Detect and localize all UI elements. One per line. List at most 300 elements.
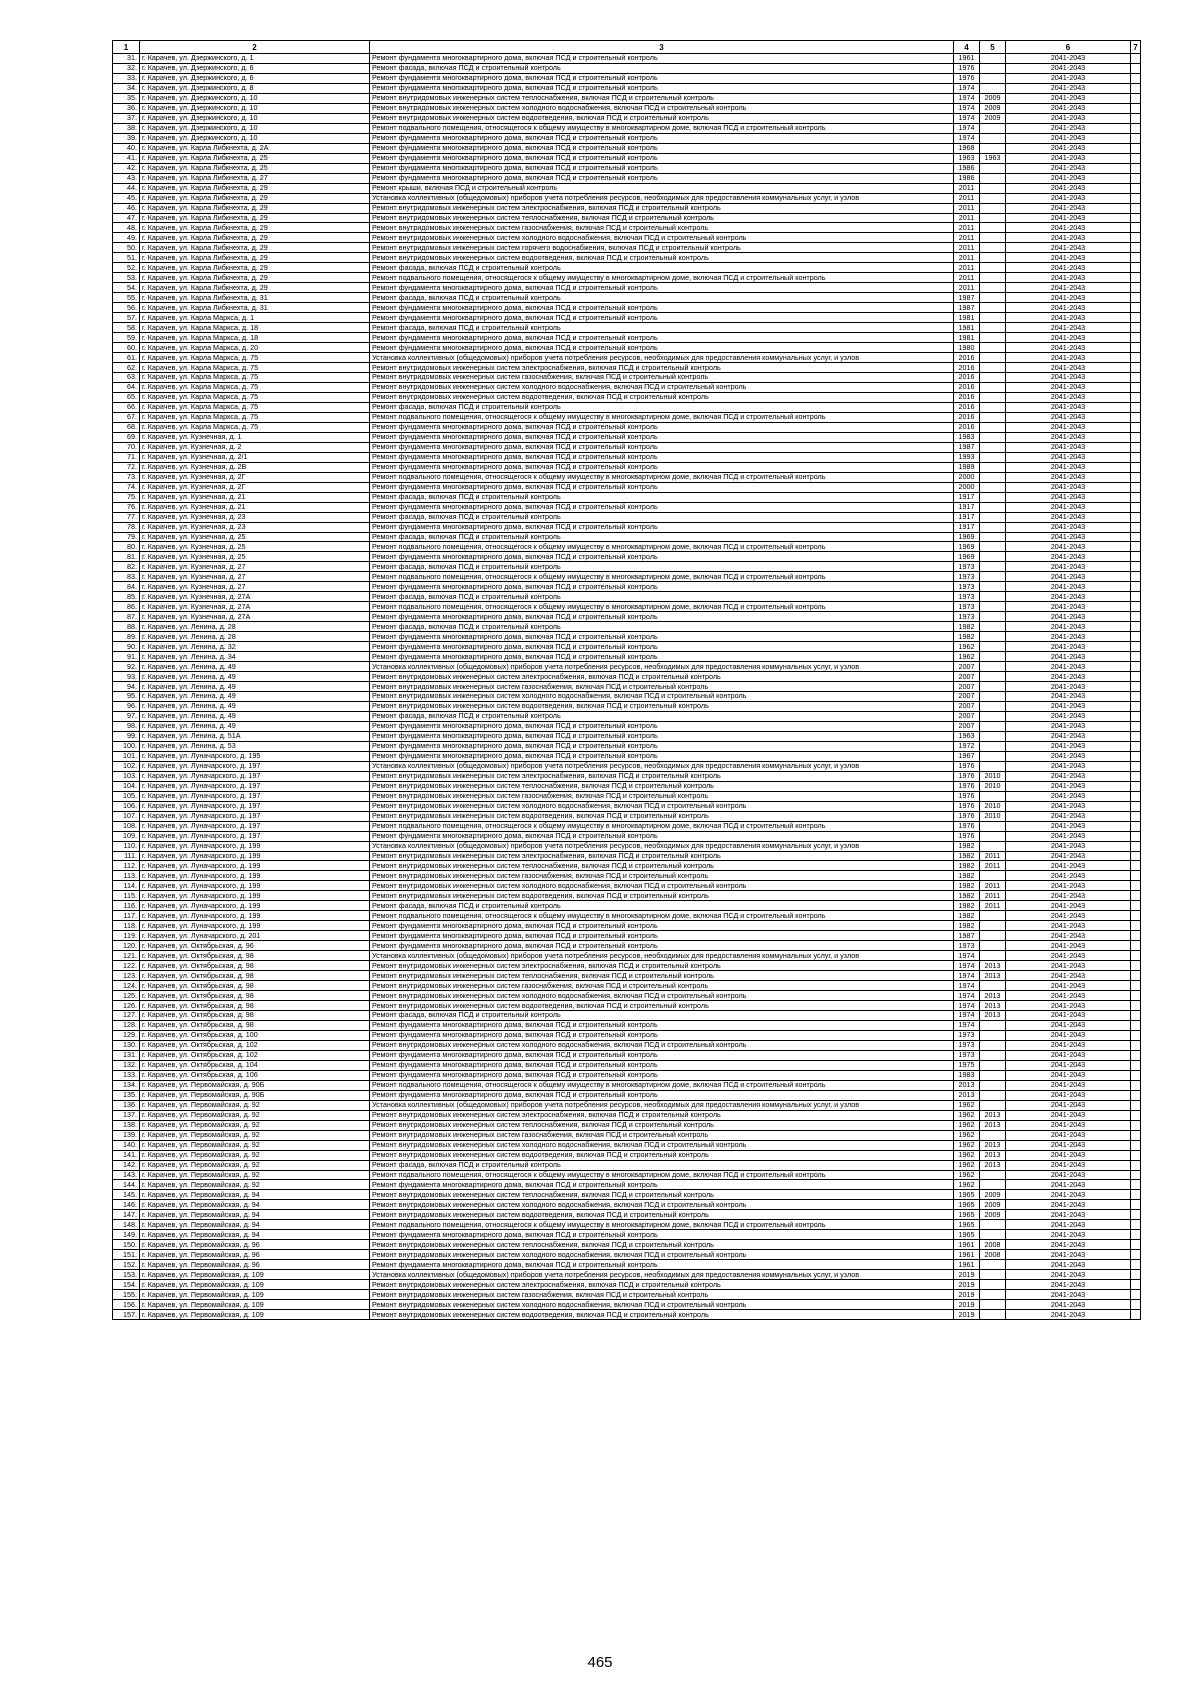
note-cell: [1131, 452, 1141, 462]
planned-period-cell: 2041-2043: [1006, 861, 1131, 871]
address-cell: г. Карачев, ул. Кузнечная, д. 2: [140, 442, 370, 452]
table-row: [113, 981, 1141, 991]
note-cell: [1131, 1290, 1141, 1300]
work-type-cell: Ремонт внутридомовых инженерных систем водоотведения, включая ПСД и строительный контроль: [370, 1310, 954, 1320]
row-number-cell: 156.: [113, 1300, 140, 1310]
row-number-cell: 101.: [113, 751, 140, 761]
table-row: [113, 213, 1141, 223]
table-row: [113, 223, 1141, 233]
row-number-cell: 157.: [113, 1310, 140, 1320]
planned-period-cell: 2041-2043: [1006, 682, 1131, 692]
build-year-cell: 1986: [954, 163, 980, 173]
table-row: [113, 432, 1141, 442]
row-number-cell: 97.: [113, 711, 140, 721]
note-cell: [1131, 662, 1141, 672]
work-type-cell: Ремонт внутридомовых инженерных систем холодного водоснабжения, включая ПСД и строительный контроль: [370, 1250, 954, 1260]
row-number-cell: 70.: [113, 442, 140, 452]
note-cell: [1131, 1030, 1141, 1040]
last-repair-year-cell: [980, 871, 1006, 881]
table-row: [113, 791, 1141, 801]
build-year-cell: 1967: [954, 751, 980, 761]
note-cell: [1131, 1140, 1141, 1150]
build-year-cell: 1976: [954, 801, 980, 811]
planned-period-cell: 2041-2043: [1006, 283, 1131, 293]
address-cell: г. Карачев, ул. Дзержинского, д. 10: [140, 103, 370, 113]
work-type-cell: Ремонт внутридомовых инженерных систем горячего водоснабжения, включая ПСД и строительный контроль: [370, 243, 954, 253]
build-year-cell: 1961: [954, 54, 980, 64]
address-cell: г. Карачев, ул. Дзержинского, д. 10: [140, 113, 370, 123]
work-type-cell: Ремонт фасада, включая ПСД и строительный контроль: [370, 711, 954, 721]
row-number-cell: 45.: [113, 193, 140, 203]
row-number-cell: 73.: [113, 472, 140, 482]
note-cell: [1131, 891, 1141, 901]
build-year-cell: 2016: [954, 363, 980, 373]
note-cell: [1131, 313, 1141, 323]
table-row: [113, 1180, 1141, 1190]
note-cell: [1131, 123, 1141, 133]
work-type-cell: Ремонт фундамента многоквартирного дома, включая ПСД и строительный контроль: [370, 133, 954, 143]
work-type-cell: Ремонт фундамента многоквартирного дома, включая ПСД и строительный контроль: [370, 582, 954, 592]
work-type-cell: Ремонт фундамента многоквартирного дома, включая ПСД и строительный контроль: [370, 741, 954, 751]
row-number-cell: 75.: [113, 492, 140, 502]
planned-period-cell: 2041-2043: [1006, 163, 1131, 173]
planned-period-cell: 2041-2043: [1006, 442, 1131, 452]
table-row: [113, 93, 1141, 103]
row-number-cell: 120.: [113, 941, 140, 951]
row-number-cell: 71.: [113, 452, 140, 462]
address-cell: г. Карачев, ул. Карла Либкнехта, д. 29: [140, 223, 370, 233]
work-type-cell: Ремонт внутридомовых инженерных систем газоснабжения, включая ПСД и строительный контроль: [370, 373, 954, 383]
table-row: [113, 921, 1141, 931]
address-cell: г. Карачев, ул. Луначарского, д. 199: [140, 881, 370, 891]
planned-period-cell: 2041-2043: [1006, 841, 1131, 851]
address-cell: г. Карачев, ул. Карла Либкнехта, д. 31: [140, 303, 370, 313]
last-repair-year-cell: [980, 1090, 1006, 1100]
table-row: [113, 522, 1141, 532]
build-year-cell: 1969: [954, 552, 980, 562]
table-row: [113, 193, 1141, 203]
row-number-cell: 55.: [113, 293, 140, 303]
table-row: [113, 163, 1141, 173]
work-type-cell: Ремонт внутридомовых инженерных систем холодного водоснабжения, включая ПСД и строительный контроль: [370, 1140, 954, 1150]
table-row: [113, 273, 1141, 283]
address-cell: г. Карачев, ул. Октябрьская, д. 98: [140, 991, 370, 1001]
work-type-cell: Ремонт фундамента многоквартирного дома, включая ПСД и строительный контроль: [370, 1030, 954, 1040]
address-cell: г. Карачев, ул. Первомайская, д. 109: [140, 1300, 370, 1310]
address-cell: г. Карачев, ул. Кузнечная, д. 2/1: [140, 452, 370, 462]
address-cell: г. Карачев, ул. Ленина, д. 49: [140, 711, 370, 721]
last-repair-year-cell: [980, 682, 1006, 692]
build-year-cell: 1973: [954, 941, 980, 951]
build-year-cell: 1962: [954, 1120, 980, 1130]
build-year-cell: 1982: [954, 841, 980, 851]
row-number-cell: 62.: [113, 363, 140, 373]
build-year-cell: 1974: [954, 951, 980, 961]
last-repair-year-cell: [980, 353, 1006, 363]
note-cell: [1131, 353, 1141, 363]
table-row: [113, 1270, 1141, 1280]
last-repair-year-cell: [980, 622, 1006, 632]
planned-period-cell: 2041-2043: [1006, 622, 1131, 632]
note-cell: [1131, 562, 1141, 572]
address-cell: г. Карачев, ул. Дзержинского, д. 1: [140, 54, 370, 64]
planned-period-cell: 2041-2043: [1006, 63, 1131, 73]
table-row: [113, 781, 1141, 791]
last-repair-year-cell: [980, 452, 1006, 462]
work-type-cell: Ремонт внутридомовых инженерных систем холодного водоснабжения, включая ПСД и строительный контроль: [370, 382, 954, 392]
work-type-cell: Ремонт внутридомовых инженерных систем водоотведения, включая ПСД и строительный контроль: [370, 811, 954, 821]
address-cell: г. Карачев, ул. Карла Маркса, д. 18: [140, 323, 370, 333]
last-repair-year-cell: 1963: [980, 153, 1006, 163]
build-year-cell: 1962: [954, 1170, 980, 1180]
build-year-cell: 2011: [954, 283, 980, 293]
planned-period-cell: 2041-2043: [1006, 153, 1131, 163]
row-number-cell: 68.: [113, 422, 140, 432]
work-type-cell: Ремонт фасада, включая ПСД и строительный контроль: [370, 532, 954, 542]
planned-period-cell: 2041-2043: [1006, 1001, 1131, 1011]
planned-period-cell: 2041-2043: [1006, 123, 1131, 133]
last-repair-year-cell: [980, 203, 1006, 213]
last-repair-year-cell: 2013: [980, 961, 1006, 971]
table-row: [113, 801, 1141, 811]
work-type-cell: Ремонт фундамента многоквартирного дома, включая ПСД и строительный контроль: [370, 442, 954, 452]
work-type-cell: Ремонт фасада, включая ПСД и строительный контроль: [370, 63, 954, 73]
build-year-cell: 1968: [954, 143, 980, 153]
planned-period-cell: 2041-2043: [1006, 333, 1131, 343]
row-number-cell: 87.: [113, 612, 140, 622]
note-cell: [1131, 911, 1141, 921]
table-row: [113, 951, 1141, 961]
work-type-cell: Ремонт фундамента многоквартирного дома, включая ПСД и строительный контроль: [370, 1050, 954, 1060]
address-cell: г. Карачев, ул. Кузнечная, д. 27А: [140, 612, 370, 622]
note-cell: [1131, 1230, 1141, 1240]
last-repair-year-cell: [980, 1100, 1006, 1110]
build-year-cell: 2011: [954, 213, 980, 223]
row-number-cell: 57.: [113, 313, 140, 323]
build-year-cell: 1982: [954, 871, 980, 881]
table-row: [113, 881, 1141, 891]
table-row: [113, 1060, 1141, 1070]
planned-period-cell: 2041-2043: [1006, 343, 1131, 353]
row-number-cell: 41.: [113, 153, 140, 163]
row-number-cell: 100.: [113, 741, 140, 751]
planned-period-cell: 2041-2043: [1006, 642, 1131, 652]
build-year-cell: 1976: [954, 821, 980, 831]
planned-period-cell: 2041-2043: [1006, 1200, 1131, 1210]
note-cell: [1131, 1210, 1141, 1220]
work-type-cell: Ремонт фундамента многоквартирного дома, включая ПСД и строительный контроль: [370, 642, 954, 652]
build-year-cell: 2011: [954, 203, 980, 213]
last-repair-year-cell: [980, 552, 1006, 562]
note-cell: [1131, 632, 1141, 642]
address-cell: г. Карачев, ул. Луначарского, д. 197: [140, 821, 370, 831]
last-repair-year-cell: [980, 672, 1006, 682]
last-repair-year-cell: [980, 1080, 1006, 1090]
build-year-cell: 1982: [954, 921, 980, 931]
work-type-cell: Ремонт фасада, включая ПСД и строительный контроль: [370, 1011, 954, 1021]
row-number-cell: 138.: [113, 1120, 140, 1130]
work-type-cell: Ремонт фундамента многоквартирного дома, включая ПСД и строительный контроль: [370, 73, 954, 83]
row-number-cell: 81.: [113, 552, 140, 562]
work-type-cell: Ремонт внутридомовых инженерных систем газоснабжения, включая ПСД и строительный контроль: [370, 1130, 954, 1140]
build-year-cell: 1974: [954, 113, 980, 123]
header-col-1: 1: [113, 41, 140, 54]
planned-period-cell: 2041-2043: [1006, 1040, 1131, 1050]
last-repair-year-cell: [980, 412, 1006, 422]
row-number-cell: 77.: [113, 512, 140, 522]
planned-period-cell: 2041-2043: [1006, 572, 1131, 582]
table-row: [113, 133, 1141, 143]
row-number-cell: 76.: [113, 502, 140, 512]
last-repair-year-cell: [980, 173, 1006, 183]
table-row: [113, 143, 1141, 153]
note-cell: [1131, 1020, 1141, 1030]
note-cell: [1131, 163, 1141, 173]
last-repair-year-cell: [980, 1070, 1006, 1080]
work-type-cell: Ремонт внутридомовых инженерных систем газоснабжения, включая ПСД и строительный контроль: [370, 1290, 954, 1300]
work-type-cell: Ремонт внутридомовых инженерных систем водоотведения, включая ПСД и строительный контроль: [370, 1210, 954, 1220]
build-year-cell: 1974: [954, 1020, 980, 1030]
last-repair-year-cell: [980, 602, 1006, 612]
work-type-cell: Установка коллективных (общедомовых) приборов учета потребления ресурсов, необходимых для предоставления коммунальных услуг, и узлов: [370, 353, 954, 363]
work-type-cell: Ремонт фасада, включая ПСД и строительный контроль: [370, 293, 954, 303]
row-number-cell: 36.: [113, 103, 140, 113]
row-number-cell: 85.: [113, 592, 140, 602]
work-type-cell: Ремонт внутридомовых инженерных систем теплоснабжения, включая ПСД и строительный контроль: [370, 1120, 954, 1130]
table-body: [113, 41, 1141, 1320]
row-number-cell: 123.: [113, 971, 140, 981]
last-repair-year-cell: [980, 1040, 1006, 1050]
row-number-cell: 104.: [113, 781, 140, 791]
address-cell: г. Карачев, ул. Карла Маркса, д. 18: [140, 333, 370, 343]
table-row: [113, 482, 1141, 492]
work-type-cell: Ремонт подвального помещения, относящегося к общему имуществу в многоквартирном доме, включая ПСД и строительный контроль: [370, 1170, 954, 1180]
build-year-cell: 1974: [954, 991, 980, 1001]
note-cell: [1131, 1120, 1141, 1130]
row-number-cell: 59.: [113, 333, 140, 343]
planned-period-cell: 2041-2043: [1006, 1250, 1131, 1260]
row-number-cell: 146.: [113, 1200, 140, 1210]
table-row: [113, 303, 1141, 313]
table-row: [113, 622, 1141, 632]
last-repair-year-cell: [980, 1050, 1006, 1060]
work-type-cell: Ремонт подвального помещения, относящегося к общему имуществу в многоквартирном доме, включая ПСД и строительный контроль: [370, 123, 954, 133]
build-year-cell: 1982: [954, 861, 980, 871]
build-year-cell: 1973: [954, 612, 980, 622]
address-cell: г. Карачев, ул. Октябрьская, д. 98: [140, 1011, 370, 1021]
row-number-cell: 115.: [113, 891, 140, 901]
last-repair-year-cell: 2010: [980, 781, 1006, 791]
build-year-cell: 1983: [954, 1070, 980, 1080]
note-cell: [1131, 731, 1141, 741]
address-cell: г. Карачев, ул. Первомайская, д. 92: [140, 1110, 370, 1120]
address-cell: г. Карачев, ул. Ленина, д. 53: [140, 741, 370, 751]
row-number-cell: 103.: [113, 771, 140, 781]
row-number-cell: 50.: [113, 243, 140, 253]
row-number-cell: 128.: [113, 1020, 140, 1030]
address-cell: г. Карачев, ул. Луначарского, д. 197: [140, 791, 370, 801]
address-cell: г. Карачев, ул. Луначарского, д. 199: [140, 901, 370, 911]
build-year-cell: 2000: [954, 482, 980, 492]
row-number-cell: 143.: [113, 1170, 140, 1180]
build-year-cell: 2019: [954, 1310, 980, 1320]
row-number-cell: 40.: [113, 143, 140, 153]
note-cell: [1131, 841, 1141, 851]
note-cell: [1131, 721, 1141, 731]
row-number-cell: 116.: [113, 901, 140, 911]
address-cell: г. Карачев, ул. Луначарского, д. 197: [140, 761, 370, 771]
note-cell: [1131, 1190, 1141, 1200]
work-type-cell: Ремонт внутридомовых инженерных систем водоотведения, включая ПСД и строительный контроль: [370, 392, 954, 402]
planned-period-cell: 2041-2043: [1006, 522, 1131, 532]
planned-period-cell: 2041-2043: [1006, 512, 1131, 522]
planned-period-cell: 2041-2043: [1006, 1220, 1131, 1230]
table-row: [113, 412, 1141, 422]
address-cell: г. Карачев, ул. Карла Маркса, д. 1: [140, 313, 370, 323]
last-repair-year-cell: 2009: [980, 113, 1006, 123]
build-year-cell: 1980: [954, 343, 980, 353]
planned-period-cell: 2041-2043: [1006, 761, 1131, 771]
last-repair-year-cell: [980, 592, 1006, 602]
work-type-cell: Ремонт фасада, включая ПСД и строительный контроль: [370, 492, 954, 502]
planned-period-cell: 2041-2043: [1006, 183, 1131, 193]
build-year-cell: 1974: [954, 1011, 980, 1021]
note-cell: [1131, 293, 1141, 303]
address-cell: г. Карачев, ул. Первомайская, д. 92: [140, 1150, 370, 1160]
planned-period-cell: 2041-2043: [1006, 482, 1131, 492]
row-number-cell: 117.: [113, 911, 140, 921]
address-cell: г. Карачев, ул. Октябрьская, д. 106: [140, 1070, 370, 1080]
note-cell: [1131, 153, 1141, 163]
address-cell: г. Карачев, ул. Луначарского, д. 199: [140, 861, 370, 871]
note-cell: [1131, 771, 1141, 781]
last-repair-year-cell: [980, 821, 1006, 831]
last-repair-year-cell: 2009: [980, 93, 1006, 103]
note-cell: [1131, 921, 1141, 931]
note-cell: [1131, 363, 1141, 373]
address-cell: г. Карачев, ул. Кузнечная, д. 23: [140, 512, 370, 522]
row-number-cell: 134.: [113, 1080, 140, 1090]
last-repair-year-cell: [980, 333, 1006, 343]
row-number-cell: 58.: [113, 323, 140, 333]
last-repair-year-cell: [980, 1270, 1006, 1280]
work-type-cell: Ремонт фундамента многоквартирного дома, включая ПСД и строительный контроль: [370, 632, 954, 642]
last-repair-year-cell: [980, 392, 1006, 402]
address-cell: г. Карачев, ул. Карла Либкнехта, д. 31: [140, 293, 370, 303]
planned-period-cell: 2041-2043: [1006, 1160, 1131, 1170]
work-type-cell: Ремонт фундамента многоквартирного дома, включая ПСД и строительный контроль: [370, 163, 954, 173]
last-repair-year-cell: [980, 54, 1006, 64]
address-cell: г. Карачев, ул. Кузнечная, д. 21: [140, 492, 370, 502]
row-number-cell: 126.: [113, 1001, 140, 1011]
table-row: [113, 1020, 1141, 1030]
note-cell: [1131, 1060, 1141, 1070]
build-year-cell: 1976: [954, 791, 980, 801]
work-type-cell: Ремонт фундамента многоквартирного дома, включая ПСД и строительный контроль: [370, 612, 954, 622]
work-type-cell: Ремонт внутридомовых инженерных систем электроснабжения, включая ПСД и строительный контроль: [370, 851, 954, 861]
row-number-cell: 82.: [113, 562, 140, 572]
build-year-cell: 2007: [954, 711, 980, 721]
planned-period-cell: 2041-2043: [1006, 83, 1131, 93]
note-cell: [1131, 203, 1141, 213]
row-number-cell: 140.: [113, 1140, 140, 1150]
last-repair-year-cell: [980, 562, 1006, 572]
last-repair-year-cell: 2013: [980, 1120, 1006, 1130]
build-year-cell: 1973: [954, 1030, 980, 1040]
build-year-cell: 1982: [954, 911, 980, 921]
address-cell: г. Карачев, ул. Октябрьская, д. 102: [140, 1050, 370, 1060]
table-row: [113, 293, 1141, 303]
table-row: [113, 63, 1141, 73]
planned-period-cell: 2041-2043: [1006, 1080, 1131, 1090]
address-cell: г. Карачев, ул. Октябрьская, д. 96: [140, 941, 370, 951]
build-year-cell: 2011: [954, 273, 980, 283]
planned-period-cell: 2041-2043: [1006, 452, 1131, 462]
planned-period-cell: 2041-2043: [1006, 771, 1131, 781]
row-number-cell: 95.: [113, 692, 140, 702]
table-row: [113, 382, 1141, 392]
build-year-cell: 1917: [954, 502, 980, 512]
build-year-cell: 1962: [954, 1130, 980, 1140]
note-cell: [1131, 173, 1141, 183]
row-number-cell: 65.: [113, 392, 140, 402]
row-number-cell: 154.: [113, 1280, 140, 1290]
address-cell: г. Карачев, ул. Луначарского, д. 199: [140, 871, 370, 881]
header-col-6: 6: [1006, 41, 1131, 54]
note-cell: [1131, 472, 1141, 482]
planned-period-cell: 2041-2043: [1006, 901, 1131, 911]
note-cell: [1131, 1170, 1141, 1180]
build-year-cell: 1976: [954, 771, 980, 781]
table-row: [113, 612, 1141, 622]
work-type-cell: Ремонт фундамента многоквартирного дома, включая ПСД и строительный контроль: [370, 143, 954, 153]
note-cell: [1131, 1280, 1141, 1290]
address-cell: г. Карачев, ул. Первомайская, д. 96: [140, 1240, 370, 1250]
planned-period-cell: 2041-2043: [1006, 632, 1131, 642]
note-cell: [1131, 502, 1141, 512]
build-year-cell: 1973: [954, 562, 980, 572]
planned-period-cell: 2041-2043: [1006, 462, 1131, 472]
address-cell: г. Карачев, ул. Первомайская, д. 94: [140, 1220, 370, 1230]
table-row: [113, 831, 1141, 841]
work-type-cell: Ремонт фундамента многоквартирного дома, включая ПСД и строительный контроль: [370, 1020, 954, 1030]
table-row: [113, 512, 1141, 522]
build-year-cell: 1974: [954, 83, 980, 93]
note-cell: [1131, 492, 1141, 502]
note-cell: [1131, 373, 1141, 383]
work-type-cell: Ремонт фундамента многоквартирного дома, включая ПСД и строительный контроль: [370, 1180, 954, 1190]
address-cell: г. Карачев, ул. Октябрьская, д. 98: [140, 981, 370, 991]
row-number-cell: 64.: [113, 382, 140, 392]
row-number-cell: 72.: [113, 462, 140, 472]
note-cell: [1131, 1050, 1141, 1060]
address-cell: г. Карачев, ул. Карла Маркса, д. 75: [140, 412, 370, 422]
planned-period-cell: 2041-2043: [1006, 911, 1131, 921]
note-cell: [1131, 811, 1141, 821]
work-type-cell: Установка коллективных (общедомовых) приборов учета потребления ресурсов, необходимых для предоставления коммунальных услуг, и узлов: [370, 841, 954, 851]
table-row: [113, 821, 1141, 831]
row-number-cell: 38.: [113, 123, 140, 133]
build-year-cell: 1976: [954, 811, 980, 821]
note-cell: [1131, 73, 1141, 83]
last-repair-year-cell: [980, 921, 1006, 931]
table-row: [113, 931, 1141, 941]
address-cell: г. Карачев, ул. Октябрьская, д. 104: [140, 1060, 370, 1070]
work-type-cell: Ремонт фундамента многоквартирного дома, включая ПСД и строительный контроль: [370, 931, 954, 941]
last-repair-year-cell: 2013: [980, 1001, 1006, 1011]
build-year-cell: 1961: [954, 1260, 980, 1270]
planned-period-cell: 2041-2043: [1006, 971, 1131, 981]
